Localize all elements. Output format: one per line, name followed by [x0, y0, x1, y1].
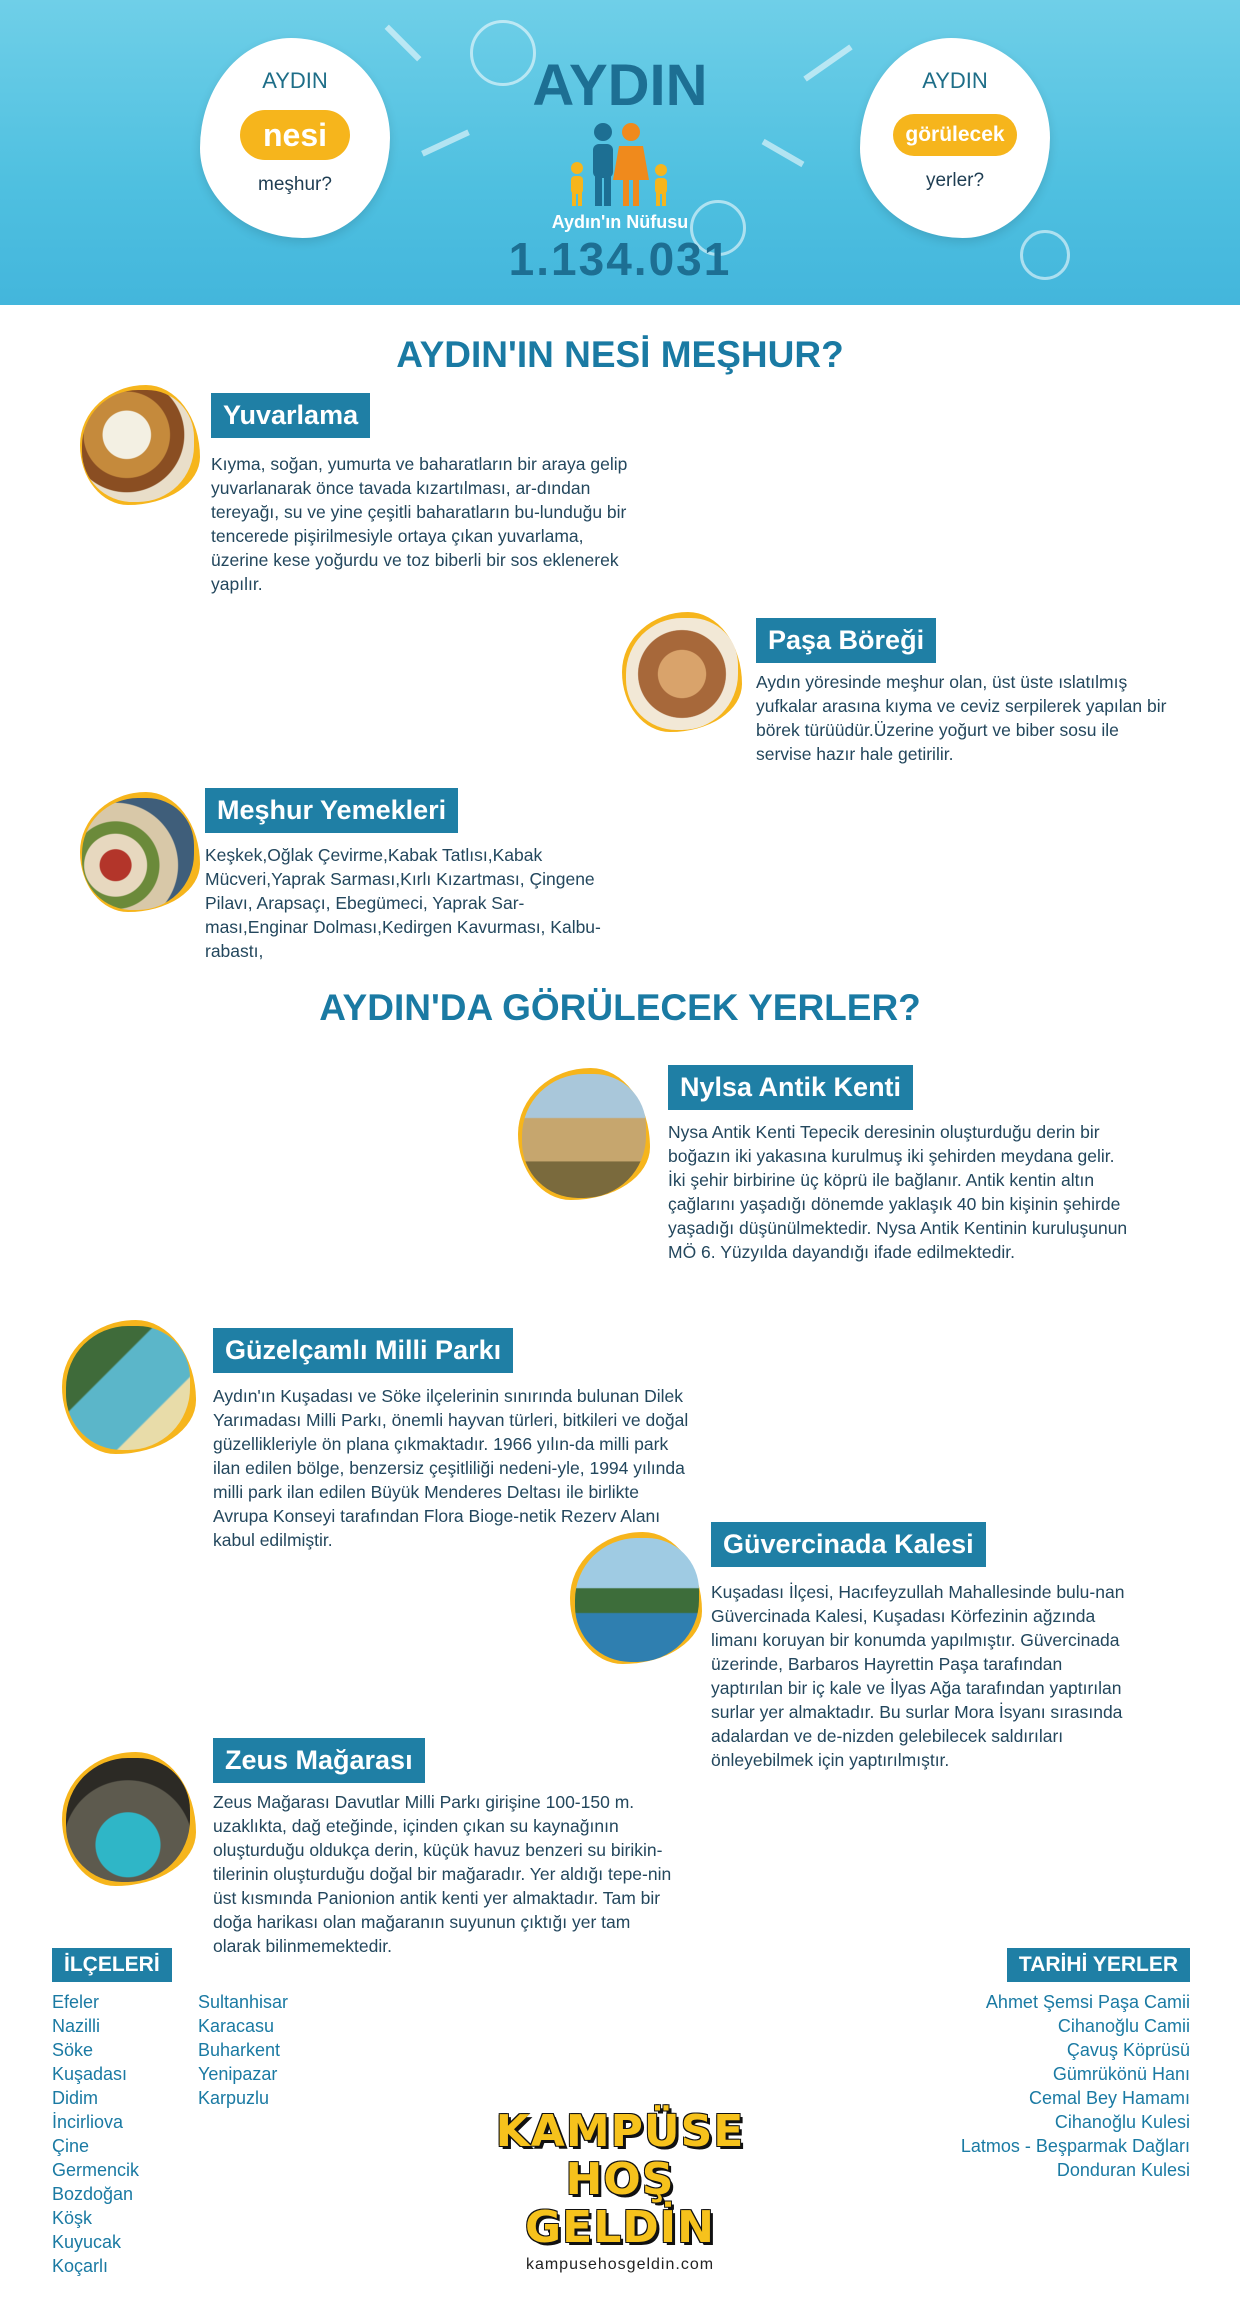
district-item: Söke	[52, 2040, 94, 2060]
meshur-yemekleri-title: Meşhur Yemekleri	[205, 788, 458, 833]
left-bubble-bottom: meşhur?	[258, 174, 332, 195]
historic-item: Çavuş Köprüsü	[1066, 2040, 1190, 2060]
header-banner	[0, 0, 1240, 305]
guzelcamli-text: Aydın'ın Kuşadası ve Söke ilçelerinin sınırında bulunan Dilek Yarımadası Milli Parkı, önemli hayvan türleri, bitkileri ve doğal güzellikleriyle ön plana çıkmaktadır. 1966 yılın-da milli park ilan edilen bölge, benzersiz çeşitliliği nedeni-yle, 1994 yılında milli park ilan edilen Büyük Menderes Deltası ile birlikte Avrupa Konseyi tarafından Flora Bioge-netik Rezerv Alanı kabul edilmiştir.	[213, 1386, 689, 1550]
brand-logo[interactable]	[465, 2108, 775, 2274]
guvercinada-image	[575, 1538, 699, 1662]
historic-item: Donduran Kulesi	[1056, 2160, 1190, 2180]
population-value: 1.134.031	[508, 233, 732, 285]
pasa-boregi-title: Paşa Böreği	[756, 618, 936, 663]
nysa-image	[522, 1074, 646, 1198]
historic-item: Latmos - Beşparmak Dağları	[960, 2136, 1190, 2156]
districts-title: İLÇELERİ	[52, 1948, 172, 1982]
logo-line2: HOŞ GELDİN	[525, 2154, 715, 2253]
district-item: Koçarlı	[52, 2256, 109, 2276]
historic-item: Gümrükönü Hanı	[1052, 2064, 1190, 2084]
pasa-boregi-text: Aydın yöresinde meşhur olan, üst üste ıslatılmış yufkalar arasına kıyma ve ceviz serpilerek yapılan bir börek türüüdür.Üzerine yoğurt ve biber sosu ile servise hazır hale getirilir.	[756, 672, 1167, 764]
district-item: Kuyucak	[52, 2232, 122, 2252]
guvercinada-title: Güvercinada Kalesi	[711, 1522, 986, 1567]
population-label: Aydın'ın Nüfusu	[551, 212, 689, 232]
historic-item: Ahmet Şemsi Paşa Camii	[985, 1992, 1190, 2012]
nysa-title: Nylsa Antik Kenti	[668, 1065, 913, 1110]
historic-item: Cemal Bey Hamamı	[1028, 2088, 1190, 2108]
zeus-title: Zeus Mağarası	[213, 1738, 425, 1783]
historic-item: Cihanoğlu Camii	[1057, 2016, 1190, 2036]
places-section-title: AYDIN'DA GÖRÜLECEK YERLER?	[319, 987, 921, 1028]
pasa-boregi-image	[626, 618, 738, 730]
districts-list-col1	[52, 1990, 139, 2278]
district-item: Sultanhisar	[198, 1992, 289, 2012]
right-bubble-bottom: yerler?	[925, 170, 985, 191]
nysa-text: Nysa Antik Kenti Tepecik deresinin oluşturduğu derin bir boğazın iki yakasına kurulmuş iki şehirden meydana gelir. İki şehir birbirine üç köprü ile bağlanır. Antik kentin altın çağlarını yaşadığı dönemde yaklaşık 40 bin kişinin şehirde yaşadığı düşünülmektedir. Nysa Antik Kentinin kuruluşunun MÖ 6. Yüzyılda dayandığı ifade edilmektedir.	[668, 1122, 1128, 1262]
district-item: Germencik	[52, 2160, 140, 2180]
zeus-image	[66, 1758, 190, 1882]
zeus-text: Zeus Mağarası Davutlar Milli Parkı girişine 100-150 m. uzaklıkta, dağ eteğinde, içinden çıkan su kaynağının oluşturduğu oldukça derin, küçük havuz benzeri su birikin-tilerinin oluşturduğu doğal bir mağaradır. Yer aldığı tepe-nin üst kısmında Panionion antik kenti yer almaktadır. Tam bir doğa harikası olan mağaranın suyunun çıktığı yer tam olarak bilinmemektedir.	[213, 1792, 672, 1956]
district-item: Nazilli	[52, 2016, 101, 2036]
right-bubble-top: AYDIN	[922, 68, 988, 93]
historic-title: TARİHİ YERLER	[1007, 1948, 1190, 1982]
district-item: Bozdoğan	[52, 2184, 134, 2204]
district-item: Karacasu	[198, 2016, 275, 2036]
districts-list-col2	[198, 1990, 288, 2110]
family-icon	[565, 120, 675, 208]
district-item: Karpuzlu	[198, 2088, 270, 2108]
page-title: AYDIN	[532, 53, 708, 118]
famous-section-title: AYDIN'IN NESİ MEŞHUR?	[396, 334, 844, 375]
left-bubble-top: AYDIN	[262, 68, 328, 93]
logo-url[interactable]: kampusehosgeldin.com	[525, 2256, 715, 2273]
historic-item: Cihanoğlu Kulesi	[1054, 2112, 1190, 2132]
right-bubble-mid: görülecek	[893, 114, 1017, 156]
yuvarlama-image	[82, 390, 194, 502]
district-item: Didim	[52, 2088, 99, 2108]
logo-line1: KAMPÜSE	[495, 2106, 745, 2157]
guvercinada-text: Kuşadası İlçesi, Hacıfeyzullah Mahallesinde bulu-nan Güvercinada Kalesi, Kuşadası Körfezinin ağzında limanı koruyan bir konumda yapılmıştır. Güvercinada üzerinde, Barbaros Hayrettin Paşa tarafından yaptırılan bir iç kale ve İlyas Ağa tarafından yaptırılan surlar yer almaktadır. Bu surlar Mora İsyanı sırasında adalardan ve de-nizden gelebilecek saldırıları önleyebilmek için yaptırılmıştır.	[711, 1582, 1125, 1770]
left-bubble-mid: nesi	[240, 110, 350, 160]
deco-line	[762, 139, 805, 167]
district-item: İncirliova	[52, 2112, 124, 2132]
district-item: Yenipazar	[198, 2064, 278, 2084]
district-item: Çine	[52, 2136, 90, 2156]
meshur-yemekleri-image	[82, 798, 194, 910]
district-item: Buharkent	[198, 2040, 281, 2060]
guzelcamli-image	[66, 1326, 190, 1450]
meshur-yemekleri-text: Keşkek,Oğlak Çevirme,Kabak Tatlısı,Kabak Mücveri,Yaprak Sarması,Kırlı Kızartması, Çingene Pilavı, Arapsaçı, Ebegümeci, Yaprak Sar-ması,Enginar Dolması,Kedirgen Kavurması, Kalbu-rabastı,	[205, 845, 601, 961]
deco-line	[421, 130, 470, 157]
yuvarlama-text: Kıyma, soğan, yumurta ve baharatların bir araya gelip yuvarlanarak önce tavada kızartılması, ar-dından tereyağı, su ve yine çeşitli baharatların bu-lunduğu bir tencerede pişirilmesiyle ortaya çıkan yuvarlama, üzerine kese yoğurdu ve toz biberli bir sos eklenerek yapılır.	[211, 454, 628, 594]
guzelcamli-title: Güzelçamlı Milli Parkı	[213, 1328, 513, 1373]
district-item: Kuşadası	[52, 2064, 128, 2084]
district-item: Efeler	[52, 1992, 100, 2012]
yuvarlama-title: Yuvarlama	[211, 393, 370, 438]
historic-list	[961, 1990, 1190, 2182]
district-item: Köşk	[52, 2208, 93, 2228]
